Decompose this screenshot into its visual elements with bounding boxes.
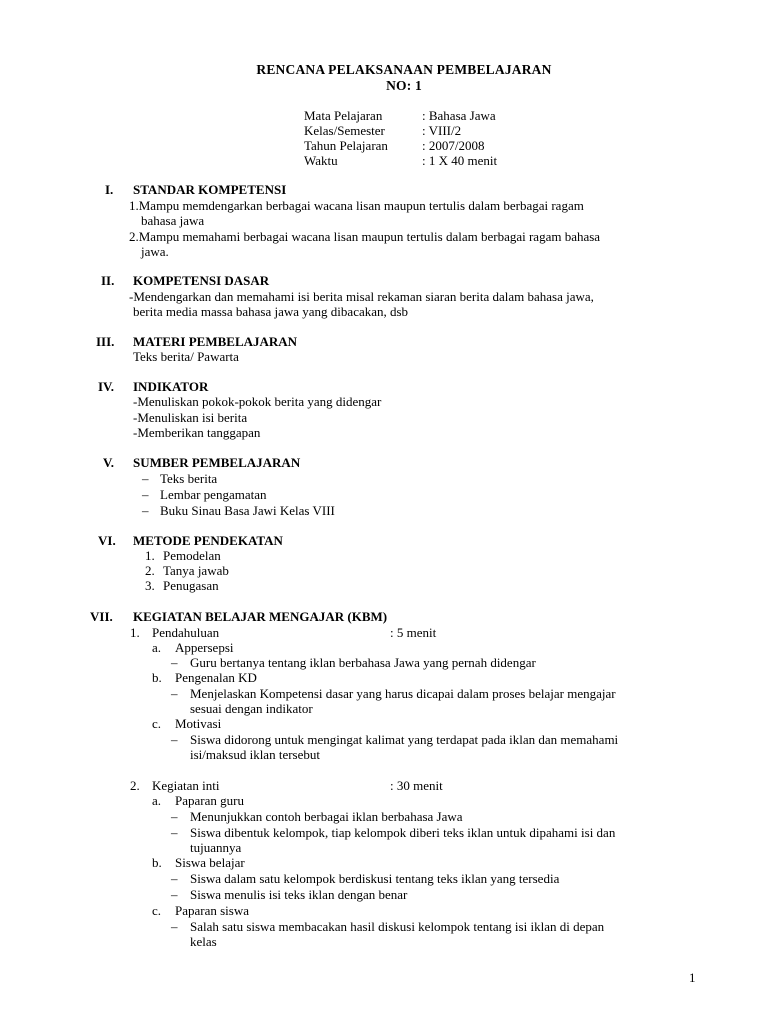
method-item: Pemodelan [163,548,221,563]
document-number: NO: 1 [386,78,422,93]
substep-label: Paparan guru [175,793,244,808]
substep-letter: b. [152,855,162,870]
section-number: III. [96,334,115,349]
document-title: RENCANA PELAKSANAAN PEMBELAJARAN [256,62,552,77]
competency-line: jawa. [141,244,169,259]
method-item: Tanya jawab [163,563,229,578]
stage-number: 2. [130,778,140,793]
method-item: Penugasan [163,578,219,593]
bullet-dash-icon: – [171,655,178,670]
stage-number: 1. [130,625,140,640]
info-value-class: : VIII/2 [422,123,462,138]
section-heading: KEGIATAN BELAJAR MENGAJAR (KBM) [133,609,388,624]
activity-detail: Salah satu siswa membacakan hasil diskusi kelompok tentang isi iklan di depan [190,919,605,934]
competency-line: 1.Mampu memdengarkan berbagai wacana lisan maupun tertulis dalam berbagai ragam [129,198,584,213]
info-label-subject: Mata Pelajaran [304,108,383,123]
bullet-dash-icon: – [171,825,178,840]
activity-detail: Siswa didorong untuk mengingat kalimat yang terdapat pada iklan dan memahami [190,732,619,747]
indicator-line: -Menuliskan pokok-pokok berita yang didengar [133,394,382,409]
info-label-year: Tahun Pelajaran [304,138,388,153]
indicator-line: -Memberikan tanggapan [133,425,261,440]
substep-label: Appersepsi [175,640,234,655]
bullet-dash-icon: – [171,732,178,747]
bullet-dash-icon: – [142,471,149,486]
resource-item: Buku Sinau Basa Jawi Kelas VIII [160,503,335,518]
material-line: Teks berita/ Pawarta [133,349,239,364]
bullet-dash-icon: – [171,809,178,824]
activity-detail: Siswa menulis isi teks iklan dengan benar [190,887,408,902]
page-number: 1 [689,970,696,985]
basic-competency-line: berita media massa bahasa jawa yang dibacakan, dsb [133,304,409,319]
activity-detail: Guru bertanya tentang iklan berbahasa Jawa yang pernah didengar [190,655,536,670]
method-number: 2. [145,563,155,578]
section-number: I. [105,182,114,197]
activity-detail: kelas [190,934,217,949]
activity-detail: Menjelaskan Kompetensi dasar yang harus dicapai dalam proses belajar mengajar [190,686,616,701]
substep-letter: a. [152,793,162,808]
info-value-time: : 1 X 40 menit [422,153,498,168]
activity-detail: sesuai dengan indikator [190,701,313,716]
resource-item: Lembar pengamatan [160,487,267,502]
substep-label: Paparan siswa [175,903,250,918]
basic-competency-line: -Mendengarkan dan memahami isi berita misal rekaman siaran berita dalam bahasa jawa, [129,289,594,304]
info-label-class: Kelas/Semester [304,123,385,138]
substep-letter: a. [152,640,162,655]
section-heading: MATERI PEMBELAJARAN [133,334,298,349]
section-number: VI. [98,533,116,548]
competency-line: bahasa jawa [141,213,205,228]
section-heading: KOMPETENSI DASAR [133,273,270,288]
method-number: 3. [145,578,155,593]
substep-label: Pengenalan KD [175,670,257,685]
stage-label: Pendahuluan [152,625,220,640]
bullet-dash-icon: – [171,686,178,701]
activity-detail: isi/maksud iklan tersebut [190,747,320,762]
activity-detail: Menunjukkan contoh berbagai iklan berbahasa Jawa [190,809,463,824]
substep-letter: c. [152,716,162,731]
indicator-line: -Menuliskan isi berita [133,410,248,425]
substep-label: Motivasi [175,716,222,731]
activity-detail: Siswa dibentuk kelompok, tiap kelompok diberi teks iklan untuk dipahami isi dan [190,825,616,840]
activity-detail: tujuannya [190,840,242,855]
stage-label: Kegiatan inti [152,778,220,793]
section-number: IV. [98,379,115,394]
activity-detail: Siswa dalam satu kelompok berdiskusi tentang teks iklan yang tersedia [190,871,560,886]
info-value-subject: : Bahasa Jawa [422,108,496,123]
substep-letter: b. [152,670,162,685]
competency-line: 2.Mampu memahami berbagai wacana lisan maupun tertulis dalam berbagai ragam bahasa [129,229,601,244]
resource-item: Teks berita [160,471,218,486]
substep-label: Siswa belajar [175,855,245,870]
info-value-year: : 2007/2008 [422,138,485,153]
method-number: 1. [145,548,155,563]
section-heading: METODE PENDEKATAN [133,533,283,548]
section-heading: SUMBER PEMBELAJARAN [133,455,301,470]
section-number: V. [103,455,114,470]
info-label-time: Waktu [304,153,338,168]
stage-duration: : 30 menit [390,778,443,793]
stage-duration: : 5 menit [390,625,437,640]
section-heading: STANDAR KOMPETENSI [133,182,287,197]
section-number: VII. [90,609,113,624]
bullet-dash-icon: – [142,503,149,518]
bullet-dash-icon: – [142,487,149,502]
bullet-dash-icon: – [171,919,178,934]
section-number: II. [101,273,115,288]
section-heading: INDIKATOR [133,379,209,394]
bullet-dash-icon: – [171,871,178,886]
bullet-dash-icon: – [171,887,178,902]
substep-letter: c. [152,903,162,918]
